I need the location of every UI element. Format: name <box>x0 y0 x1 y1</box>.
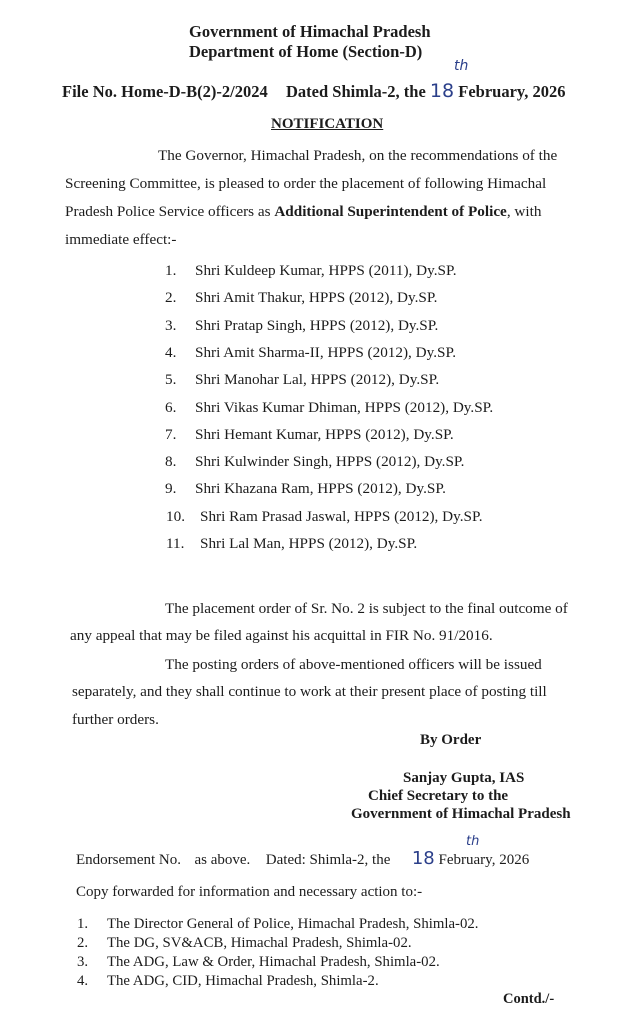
signatory-designation-1: Chief Secretary to the <box>368 788 509 804</box>
recipient-number: 4. <box>77 973 89 989</box>
officer-text: Shri Khazana Ram, HPPS (2012), Dy.SP. <box>195 480 446 498</box>
file-line <box>62 80 565 102</box>
endorsement-line <box>76 848 529 869</box>
officer-item <box>165 317 438 335</box>
handwritten-suffix: th <box>454 58 469 74</box>
officer-number: 4. <box>165 343 177 361</box>
para3-line-3: further orders. <box>72 711 159 728</box>
officer-number: 5. <box>165 371 177 389</box>
copy-forwarded: Copy forwarded for information and necessary action to:- <box>76 884 423 900</box>
officer-item <box>165 262 457 280</box>
endorsement-month-year: February, 2026 <box>438 852 530 868</box>
endorsement-handwritten-day: 18 <box>411 848 435 869</box>
handwritten-day: 18 <box>429 80 455 102</box>
officer-number: 6. <box>165 398 177 416</box>
recipient-number: 3. <box>77 954 89 970</box>
endorsement-ref: as above. <box>194 852 251 868</box>
recipient-text: The ADG, Law & Order, Himachal Pradesh, Shimla-02. <box>107 954 440 970</box>
recipient-item <box>77 915 478 934</box>
continued-marker: Contd./- <box>503 991 555 1007</box>
endorsement-handwritten-suffix: th <box>466 834 480 849</box>
recipient-text: The Director General of Police, Himachal Pradesh, Shimla-02. <box>107 916 479 932</box>
officer-item <box>166 535 417 553</box>
intro-line-3-text: Pradesh Police Service officers as <box>65 203 271 220</box>
officer-number: 9. <box>165 480 177 498</box>
recipient-item <box>77 972 379 991</box>
recipient-item <box>77 934 412 953</box>
intro-line-2: Screening Committee, is pleased to order the placement of following Himachal <box>65 175 547 192</box>
intro-line-3 <box>65 198 541 227</box>
endorsement-label: Endorsement No. <box>76 852 181 868</box>
officer-text: Shri Hemant Kumar, HPPS (2012), Dy.SP. <box>195 425 454 443</box>
officer-number: 7. <box>165 425 177 443</box>
officer-text: Shri Lal Man, HPPS (2012), Dy.SP. <box>200 535 418 552</box>
recipient-text: The ADG, CID, Himachal Pradesh, Shimla-2. <box>107 973 379 989</box>
dated-prefix: Dated Shimla-2, the <box>286 82 426 101</box>
officer-item <box>165 344 456 362</box>
recipient-item <box>77 953 440 972</box>
header-department: Department of Home (Section-D) <box>189 42 423 61</box>
notification-title: NOTIFICATION <box>271 116 384 132</box>
officer-text: Shri Kuldeep Kumar, HPPS (2011), Dy.SP. <box>195 262 457 279</box>
officer-text: Shri Ram Prasad Jaswal, HPPS (2012), Dy.SP. <box>200 507 483 525</box>
para2-line-2: any appeal that may be filed against his acquittal in FIR No. 91/2016. <box>70 627 493 644</box>
header-government: Government of Himachal Pradesh <box>189 22 431 41</box>
intro-line-4: immediate effect:- <box>65 231 177 248</box>
recipient-number: 1. <box>77 916 89 932</box>
recipient-number: 2. <box>77 935 89 951</box>
officer-number: 8. <box>165 453 177 471</box>
officer-text: Shri Vikas Kumar Dhiman, HPPS (2012), Dy.SP. <box>195 398 494 416</box>
intro-line-3-tail: , with <box>506 203 542 220</box>
officer-number: 2. <box>165 289 177 307</box>
officer-number: 1. <box>165 262 177 279</box>
officer-item <box>165 426 454 444</box>
officer-item <box>165 453 464 471</box>
endorsement-dated: Dated: Shimla-2, the <box>265 852 391 868</box>
officer-text: Shri Manohar Lal, HPPS (2012), Dy.SP. <box>195 371 440 389</box>
designation-highlight: Additional Superintendent of Police <box>274 203 507 220</box>
officer-text: Shri Kulwinder Singh, HPPS (2012), Dy.SP. <box>195 453 465 471</box>
officer-number: 10. <box>166 507 185 525</box>
para2-line-1: The placement order of Sr. No. 2 is subject to the final outcome of <box>165 600 568 617</box>
officer-item <box>165 480 446 498</box>
officer-text: Shri Amit Thakur, HPPS (2012), Dy.SP. <box>195 289 438 307</box>
para3-line-1: The posting orders of above-mentioned officers will be issued <box>165 656 542 673</box>
intro-line-1: The Governor, Himachal Pradesh, on the recommendations of the <box>158 147 558 164</box>
month-year: February, 2026 <box>458 82 566 101</box>
officer-number: 3. <box>165 316 177 334</box>
recipient-text: The DG, SV&ACB, Himachal Pradesh, Shimla-02. <box>107 935 412 951</box>
officer-item <box>165 289 437 307</box>
file-number: File No. Home-D-B(2)-2/2024 <box>62 82 268 101</box>
officer-item <box>165 399 493 417</box>
officer-text: Shri Pratap Singh, HPPS (2012), Dy.SP. <box>195 316 439 334</box>
officer-text: Shri Amit Sharma-II, HPPS (2012), Dy.SP. <box>195 343 457 361</box>
officer-item <box>165 371 439 389</box>
by-order: By Order <box>420 732 482 748</box>
para3-line-2: separately, and they shall continue to work at their present place of posting till <box>72 683 547 700</box>
officer-item <box>166 508 483 526</box>
officer-number: 11. <box>166 535 185 552</box>
signatory-designation-2: Government of Himachal Pradesh <box>351 806 571 822</box>
signatory-name: Sanjay Gupta, IAS <box>403 770 525 786</box>
